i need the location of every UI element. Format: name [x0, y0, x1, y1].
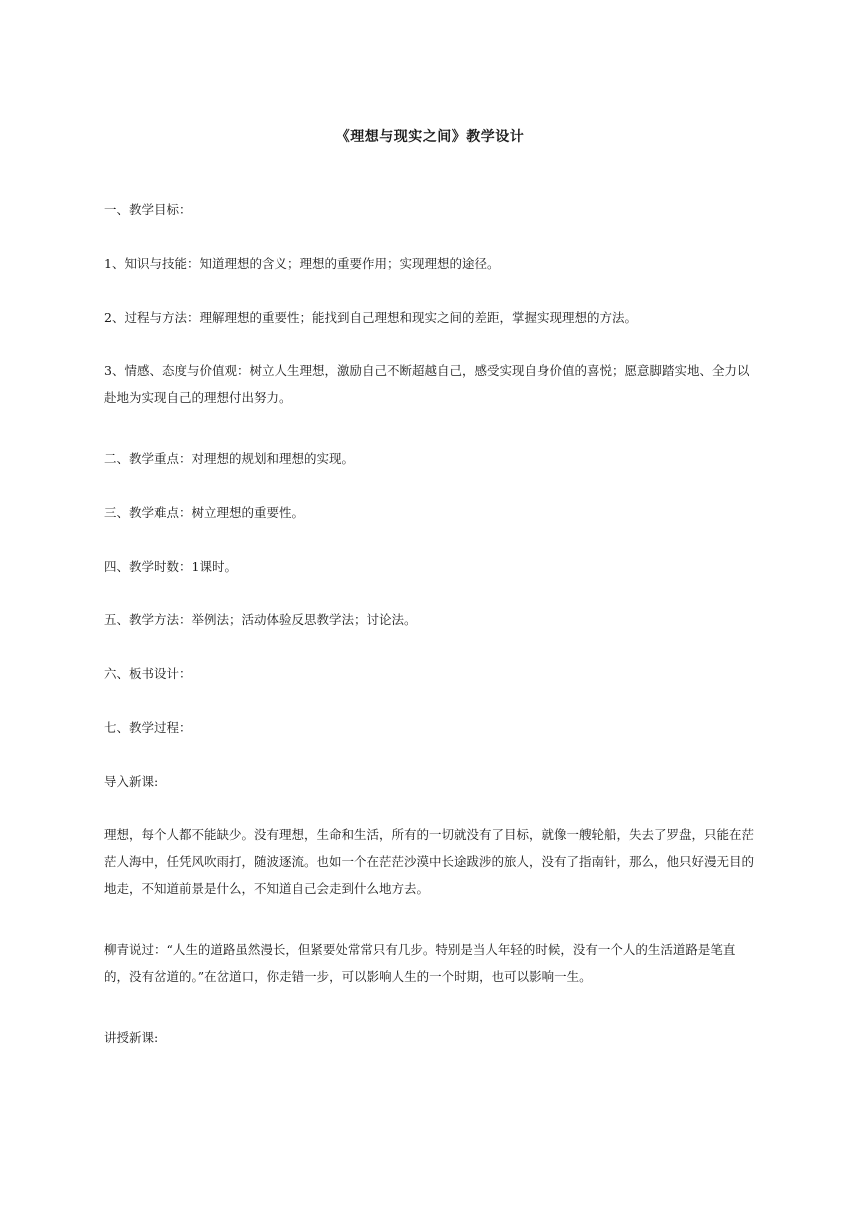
quote-paragraph: 柳青说过：“人生的道路虽然漫长，但紧要处常常只有几步。特别是当人年轻的时候，没有一个人的生活道路是笔直的，没有岔道的。”在岔道口，你走错一步，可以影响人生的一个时期，也可以影响一生。	[104, 942, 736, 984]
objective-knowledge: 1、知识与技能：知道理想的含义；理想的重要作用；实现理想的途径。	[104, 256, 500, 271]
intro-heading: 导入新课:	[104, 774, 159, 789]
section-board-design: 六、板书设计：	[104, 666, 192, 681]
section-difficulties: 三、教学难点：树立理想的重要性。	[104, 505, 305, 520]
section-hours: 四、教学时数：1课时。	[104, 559, 237, 574]
objective-process: 2、过程与方法：理解理想的重要性；能找到自己理想和现实之间的差距，掌握实现理想的方法。	[104, 310, 637, 325]
objective-attitude: 3、情感、态度与价值观：树立人生理想，激励自己不断超越自己，感受实现自身价值的喜悦；愿意脚踏实地、全力以赴地为实现自己的理想付出努力。	[104, 363, 750, 405]
intro-paragraph: 理想，每个人都不能缺少。没有理想，生命和生活，所有的一切就没有了目标，就像一艘轮船，失去了罗盘，只能在茫茫人海中，任凭风吹雨打，随波逐流。也如一个在茫茫沙漠中长途跋涉的旅人，没有了指南针，那么，他只好漫无目的地走，不知道前景是什么，不知道自己会走到什么地方去。	[104, 827, 755, 896]
section-key-points: 二、教学重点：对理想的规划和理想的实现。	[104, 451, 355, 466]
section-objectives-heading: 一、教学目标：	[104, 202, 192, 217]
lecture-heading: 讲授新课:	[104, 1030, 159, 1045]
section-process: 七、教学过程：	[104, 720, 192, 735]
document-title: 《理想与现实之间》教学设计	[335, 129, 525, 145]
section-methods: 五、教学方法：举例法；活动体验反思教学法；讨论法。	[104, 612, 417, 627]
